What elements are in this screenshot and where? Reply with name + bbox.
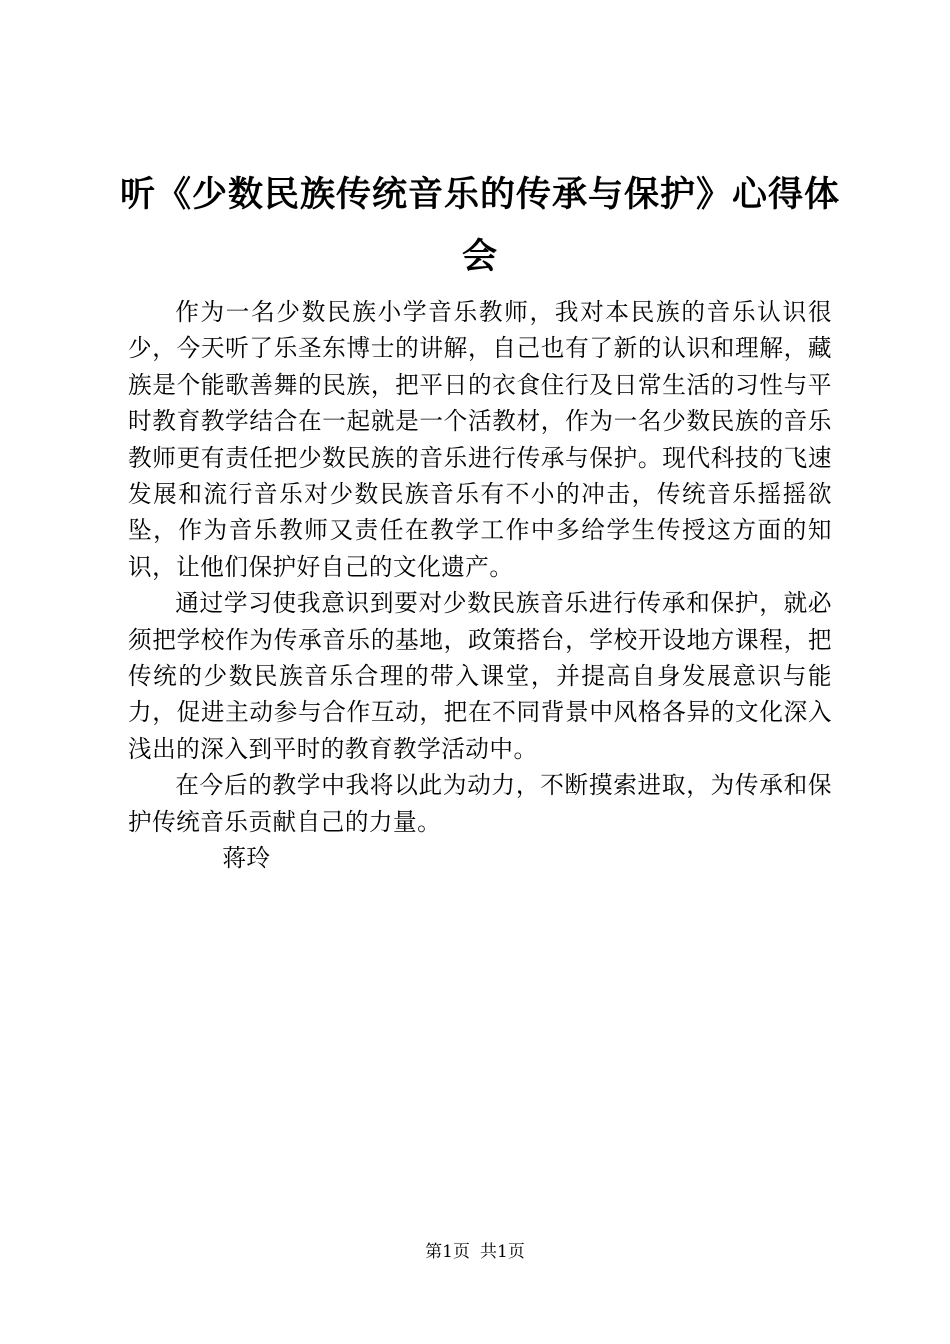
paragraph-1: 作为一名少数民族小学音乐教师，我对本民族的音乐认识很少，今天听了乐圣东博士的讲解，自己也有了新的认识和理解，藏族是个能歌善舞的民族，把平日的衣食住行及日常生活的习性与平时教育教学结合在一起就是一个活教材，作为一名少数民族的音乐教师更有责任把少数民族的音乐进行传承与保护。现代科技的飞速发展和流行音乐对少数民族音乐有不小的冲击，传统音乐摇摇欲坠，作为音乐教师又责任在教学工作中多给学生传授这方面的知识，让他们保护好自己的文化遗产。 (128, 298, 832, 581)
page-footer (0, 1240, 950, 1264)
page-number-current: 第1页 (425, 1242, 470, 1262)
author-signature: 蒋玲 (222, 844, 271, 873)
paragraph-2: 通过学习使我意识到要对少数民族音乐进行传承和保护，就必须把学校作为传承音乐的基地，政策搭台，学校开设地方课程，把传统的少数民族音乐合理的带入课堂，并提高自身发展意识与能力，促进主动参与合作互动，把在不同背景中风格各异的文化深入浅出的深入到平时的教育教学活动中。 (128, 589, 832, 763)
page-number-total: 共1页 (480, 1242, 525, 1262)
document-body (128, 294, 832, 877)
paragraph-3: 在今后的教学中我将以此为动力，不断摸索进取，为传承和保护传统音乐贡献自己的力量。 (128, 771, 832, 836)
document-title: 听《少数民族传统音乐的传承与保护》心得体会 (120, 175, 841, 277)
